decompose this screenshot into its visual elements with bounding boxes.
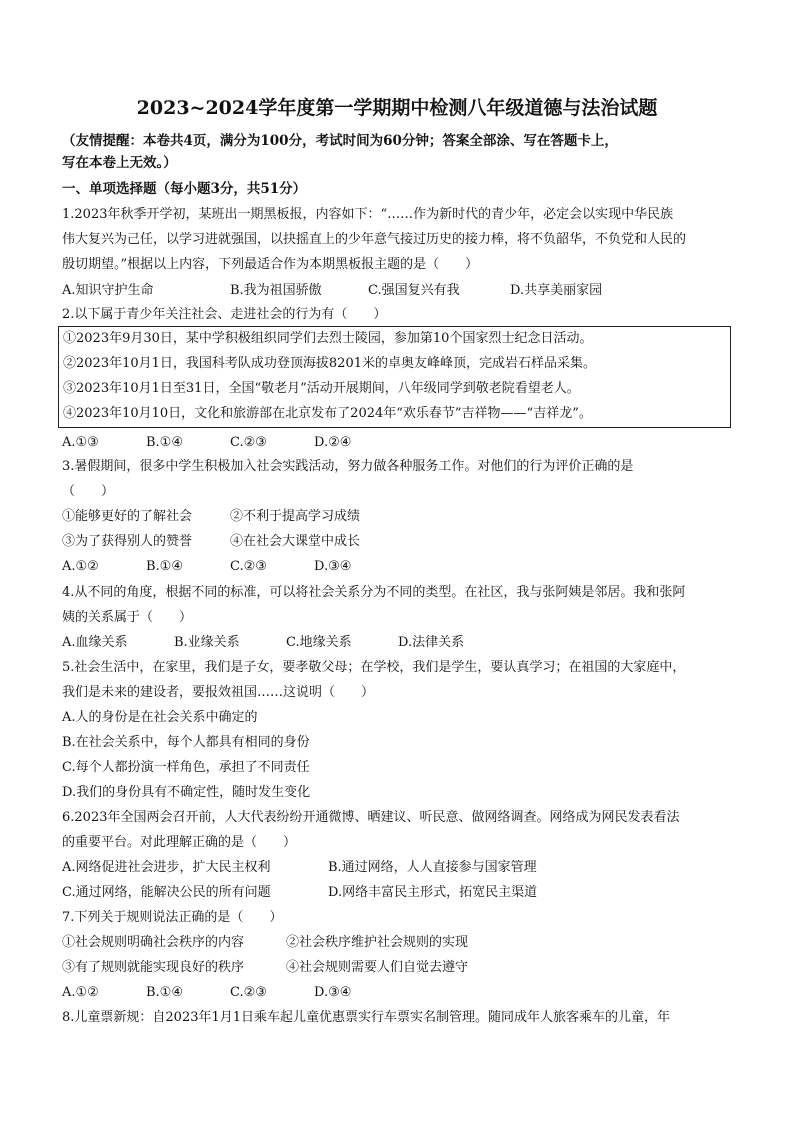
q2-option-b: B.①④ bbox=[146, 435, 183, 450]
q7-stem: 7.下列关于规则说法正确的是（ ） bbox=[62, 910, 283, 925]
q2-item-2: ②2023年10月1日，我国科考队成功登顶海拔8201米的卓奥友峰峰顶，完成岩石样品采集。 bbox=[63, 356, 596, 371]
q4-option-c: C.地缘关系 bbox=[286, 635, 352, 650]
q5-option-d: D.我们的身份具有不确定性，随时发生变化 bbox=[62, 785, 311, 800]
q2-option-a: A.①③ bbox=[62, 435, 99, 450]
q4-option-a: A.血缘关系 bbox=[62, 635, 128, 650]
q6-line-2: 的重要平台。对此理解正确的是（ ） bbox=[62, 835, 297, 850]
q4-option-b: B.业缘关系 bbox=[174, 635, 240, 650]
q4-line-2: 姨的关系属于（ ） bbox=[62, 610, 193, 625]
q3-option-b: B.①④ bbox=[146, 559, 183, 574]
q5-option-b: B.在社会关系中，每个人都具有相同的身份 bbox=[62, 735, 310, 750]
q5-line-1: 5.社会生活中，在家里，我们是子女，要孝敬父母；在学校，我们是学生，要认真学习；在祖国的大家庭中， bbox=[62, 660, 686, 675]
q1-option-d: D.共享美丽家园 bbox=[510, 283, 603, 298]
q7-option-c: C.②③ bbox=[230, 985, 267, 1000]
q6-line-1: 6.2023年全国两会召开前，人大代表纷纷开通微博、晒建议、听民意、做网络调查。网络成为网民发表看法 bbox=[62, 810, 680, 825]
q5-option-c: C.每个人都扮演一样角色，承担了不同责任 bbox=[62, 760, 310, 775]
q6-option-d: D.网络丰富民主形式，拓宽民主渠道 bbox=[328, 885, 538, 900]
q7-statement-3: ③有了规则就能实现良好的秩序 bbox=[62, 960, 245, 975]
q3-line-1: 3.暑假期间，很多中学生积极加入社会实践活动，努力做各种服务工作。对他们的行为评价正确的是 bbox=[62, 459, 634, 474]
q1-line-1: 1.2023年秋季开学初，某班出一期黑板报，内容如下：“……作为新时代的青少年，必定会以实现中华民族 bbox=[62, 207, 674, 222]
q3-option-d: D.③④ bbox=[314, 559, 352, 574]
q4-option-d: D.法律关系 bbox=[398, 635, 465, 650]
q1-option-b: B.我为祖国骄傲 bbox=[230, 283, 322, 298]
notice-line-1: （友情提醒：本卷共4页，满分为100分，考试时间为60分钟；答案全部涂、写在答题卡上， bbox=[62, 133, 618, 149]
q6-option-b: B.通过网络，人人直接参与国家管理 bbox=[328, 860, 537, 875]
q7-option-b: B.①④ bbox=[146, 985, 183, 1000]
q3-statement-1: ①能够更好的了解社会 bbox=[62, 509, 193, 524]
q2-item-3: ③2023年10月1日至31日，全国“敬老月”活动开展期间，八年级同学到敬老院看望老人。 bbox=[63, 381, 580, 396]
q7-statement-1: ①社会规则明确社会秩序的内容 bbox=[62, 935, 245, 950]
section-heading: 一、单项选择题（每小题3分，共51分） bbox=[62, 181, 307, 197]
notice-line-2: 写在本卷上无效。） bbox=[62, 155, 177, 171]
q1-option-c: C.强国复兴有我 bbox=[368, 283, 460, 298]
q3-statement-4: ④在社会大课堂中成长 bbox=[230, 534, 361, 549]
q6-option-a: A.网络促进社会进步，扩大民主权利 bbox=[62, 860, 271, 875]
q7-statement-4: ④社会规则需要人们自觉去遵守 bbox=[286, 960, 469, 975]
page-title: 2023~2024学年度第一学期期中检测八年级道德与法治试题 bbox=[136, 97, 658, 119]
q3-option-a: A.①② bbox=[62, 559, 99, 574]
q2-item-1: ①2023年9月30日，某中学积极组织同学们去烈士陵园，参加第10个国家烈士纪念日活动。 bbox=[63, 331, 593, 346]
q3-statement-2: ②不利于提高学习成绩 bbox=[230, 509, 361, 524]
q4-line-1: 4.从不同的角度，根据不同的标准，可以将社会关系分为不同的类型。在社区，我与张阿姨是邻居。我和张阿 bbox=[62, 585, 686, 600]
q1-line-3: 殷切期望。”根据以上内容，下列最适合作为本期黑板报主题的是（ ） bbox=[62, 257, 479, 272]
q2-stem: 2.以下属于青少年关注社会、走进社会的行为有（ ） bbox=[62, 307, 387, 322]
q3-option-c: C.②③ bbox=[230, 559, 267, 574]
q2-option-d: D.②④ bbox=[314, 435, 352, 450]
q6-option-c: C.通过网络，能解决公民的所有问题 bbox=[62, 885, 271, 900]
q5-line-2: 我们是未来的建设者，要报效祖国……这说明（ ） bbox=[62, 685, 375, 700]
q2-item-4: ④2023年10月10日，文化和旅游部在北京发布了2024年“欢乐春节”吉祥物——“吉祥龙”。 bbox=[63, 406, 592, 421]
q1-option-a: A.知识守护生命 bbox=[62, 283, 154, 298]
q2-option-c: C.②③ bbox=[230, 435, 267, 450]
q1-line-2: 伟大复兴为己任，以学习进就强国，以抉摇直上的少年意气接过历史的接力棒，将不负韶华，不负党和人民的 bbox=[62, 232, 687, 247]
q3-line-2: （ ） bbox=[62, 484, 115, 499]
q3-statement-3: ③为了获得别人的赞誉 bbox=[62, 534, 193, 549]
q7-option-d: D.③④ bbox=[314, 985, 352, 1000]
q7-option-a: A.①② bbox=[62, 985, 99, 1000]
q8-line-1: 8.儿童票新规：自2023年1月1日乘车起儿童优惠票实行车票实名制管理。随同成年人旅客乘车的儿童，年 bbox=[62, 1010, 671, 1025]
q5-option-a: A.人的身份是在社会关系中确定的 bbox=[62, 710, 258, 725]
q2-material-box bbox=[58, 326, 731, 428]
q7-statement-2: ②社会秩序维护社会规则的实现 bbox=[286, 935, 469, 950]
